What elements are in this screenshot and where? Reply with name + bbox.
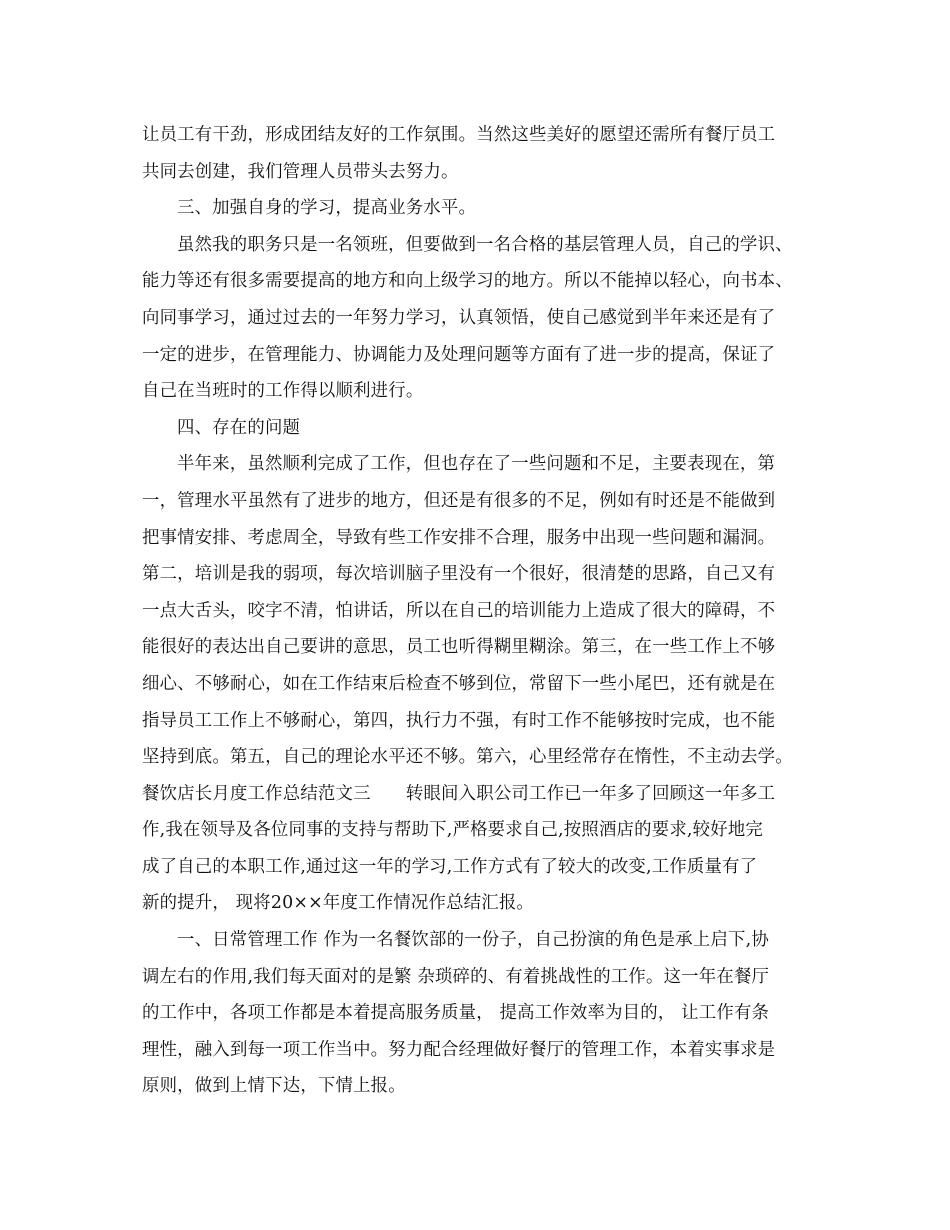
text-line: 让员工有干劲，形成团结友好的工作氛围。当然这些美好的愿望还需所有餐厅员工 xyxy=(142,125,776,145)
text-line: 三、加强自身的学习，提高业务水平。 xyxy=(177,198,477,219)
text-line: 能力等还有很多需要提高的地方和向上级学习的地方。所以不能掉以轻心，向书本、 xyxy=(142,271,793,292)
text-line: 调左右的作用,我们每天面对的是繁 杂琐碎的、有着挑战性的工作。这一年在餐厅 xyxy=(142,966,770,987)
text-line: 四、存在的问题 xyxy=(177,417,301,438)
text-line: 能很好的表达出自己要讲的意思，员工也听得糊里糊涂。第三，在一些工作上不够 xyxy=(142,637,776,658)
text-line: 细心、不够耐心，如在工作结束后检查不够到位，常留下一些小尾巴，还有就是在 xyxy=(142,673,776,694)
text-line: 一点大舌头，咬字不清，怕讲话，所以在自己的培训能力上造成了很大的障碍，不 xyxy=(142,600,776,621)
text-line: 虽然我的职务只是一名领班，但要做到一名合格的基层管理人员，自己的学识、 xyxy=(177,234,793,255)
text-line: 一，管理水平虽然有了进步的地方，但还是有很多的不足，例如有时还是不能做到 xyxy=(142,490,776,511)
text-line: 一、日常管理工作 作为一名餐饮部的一份子，自己扮演的角色是承上启下,协 xyxy=(177,930,769,951)
text-line: 理性，融入到每一项工作当中。努力配合经理做好餐厅的管理工作，本着实事求是 xyxy=(142,1039,776,1060)
text-line: 一定的进步，在管理能力、协调能力及处理问题等方面有了进一步的提高，保证了 xyxy=(142,344,776,365)
body-text xyxy=(142,117,822,1105)
text-line: 指导员工工作上不够耐心，第四，执行力不强，有时工作不能够按时完成，也不能 xyxy=(142,710,776,731)
text-line: 原则，做到上情下达，下情上报。 xyxy=(142,1076,406,1097)
text-line: 新的提升， 现将20××年度工作情况作总结汇报。 xyxy=(142,893,535,914)
text-line: 第二，培训是我的弱项，每次培训脑子里没有一个很好，很清楚的思路，自己又有 xyxy=(142,564,776,585)
text-line: 自己在当班时的工作得以顺利进行。 xyxy=(142,381,424,402)
text-line: 半年来，虽然顺利完成了工作，但也存在了一些问题和不足，主要表现在，第 xyxy=(177,454,776,475)
text-line: 的工作中，各项工作都是本着提高服务质量， 提高工作效率为目的， 让工作有条 xyxy=(142,1003,770,1024)
text-line: 作,我在领导及各位同事的支持与帮助下,严格要求自己,按照酒店的要求,较好地完 xyxy=(142,820,763,841)
text-line: 把事情安排、考虑周全，导致有些工作安排不合理，服务中出现一些问题和漏洞。 xyxy=(142,527,776,548)
text-line: 共同去创建，我们管理人员带头去努力。 xyxy=(142,161,459,182)
text-line: 向同事学习，通过过去的一年努力学习，认真领悟，使自己感觉到半年来还是有了 xyxy=(142,307,776,328)
text-line: 成了自己的本职工作,通过这一年的学习,工作方式有了较大的改变,工作质量有了 xyxy=(142,856,758,877)
text-line: 餐饮店长月度工作总结范文三 转眼间入职公司工作已一年多了回顾这一年多工 xyxy=(142,783,776,804)
text-line: 坚持到底。第五，自己的理论水平还不够。第六，心里经常存在惰性，不主动去学。 xyxy=(142,747,793,768)
